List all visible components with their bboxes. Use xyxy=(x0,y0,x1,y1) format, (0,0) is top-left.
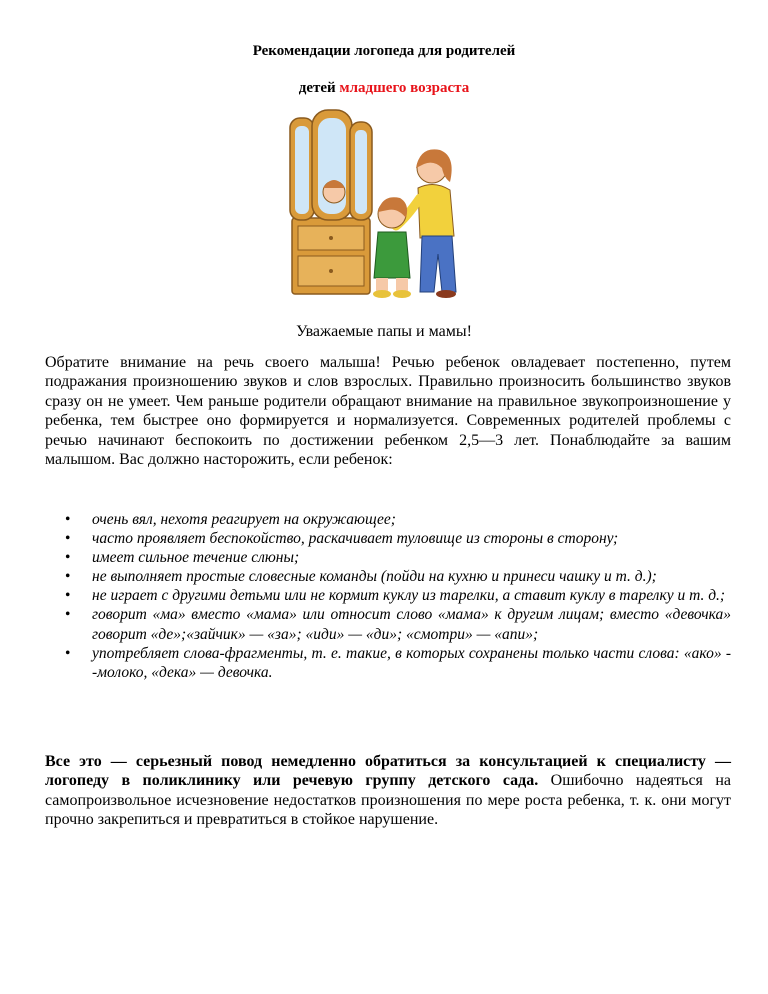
greeting: Уважаемые папы и мамы! xyxy=(296,323,472,340)
subtitle-accent: младшего возраста xyxy=(339,80,470,96)
list-item: • говорит «ма» вместо «мама» или относит слово «мама» к другим лицам; вместо «девочка» говорит «де»;«зайчик» — «за»; «иди» — «ди»; «смотри» — «апи»; xyxy=(65,606,731,643)
list-item: • не играет с другими детьми или не кормит куклу из тарелки, а ставит куклу в тарелку и т. д.; xyxy=(65,587,726,605)
child-overalls xyxy=(374,232,410,278)
drawer-knob xyxy=(329,269,333,273)
child-leg xyxy=(396,278,408,292)
subtitle-prefix: детей xyxy=(298,80,340,96)
bullet-icon: • xyxy=(65,549,71,567)
mother-jeans xyxy=(420,236,456,292)
bullet-icon: • xyxy=(65,511,71,528)
bullet-icon: • xyxy=(65,530,71,548)
child-leg xyxy=(376,278,388,292)
drawer-knob xyxy=(329,236,333,240)
conclusion-paragraph xyxy=(45,752,731,830)
warning-signs-list xyxy=(45,510,731,682)
list-item: • очень вял, нехотя реагирует на окружающее; xyxy=(65,511,396,528)
bullet-icon: • xyxy=(65,644,71,662)
document-title: Рекомендации логопеда для родителей xyxy=(252,43,516,59)
mirror-right-glass xyxy=(355,130,367,214)
intro-paragraph: Обратите внимание на речь своего малыша! Речью ребенок овладевает постепенно, путем подражания произношению звуков и слов взрослых. Правильно произносить большинство звуков сразу он не умеет. Чем раньше родители обращают внимание на правильное звукопроизношение у ребенка, тем быстрее оно формируется и нормализуется. Современных родителей проблемы с речью начинают беспокоить по достижении ребенком 2,5—3 лет. Понаблюдайте за вашим малышом. Вас должно насторожить, если ребенок: xyxy=(45,354,731,469)
bullet-icon: • xyxy=(65,606,71,624)
bullet-icon: • xyxy=(65,568,71,586)
list-item: • не выполняет простые словесные команды (пойди на кухню и принеси чашку и т. д.); xyxy=(65,568,657,586)
mother-shoe xyxy=(436,290,456,298)
list-item: • употребляет слова-фрагменты, т. е. такие, в которых сохранены только части слова: «ако» --молоко, «дека» — девочка. xyxy=(65,644,731,681)
conclusion-bold: Все это — серьезный повод немедленно обратиться за консультацией к специалисту — логопеду в поликлинику или речевую группу детского сада. xyxy=(45,753,731,790)
child-shoe xyxy=(393,290,411,298)
conclusion-text: Ошибочно надеяться на самопроизвольное исчезновение недостатков произношения по мере роста ребенка, т. к. они могут прочно закрепиться и превратиться в стойкое нарушение. xyxy=(45,772,732,829)
document-subtitle xyxy=(0,79,768,97)
mirror-left-glass xyxy=(295,126,309,214)
child-shoe xyxy=(373,290,391,298)
list-item: • часто проявляет беспокойство, раскачивает туловище из стороны в сторону; xyxy=(65,530,619,548)
mother-shirt xyxy=(418,184,454,238)
mother-child-mirror-illustration xyxy=(284,108,484,300)
bullet-icon: • xyxy=(65,587,71,605)
list-item: • имеет сильное течение слюны; xyxy=(65,549,300,567)
